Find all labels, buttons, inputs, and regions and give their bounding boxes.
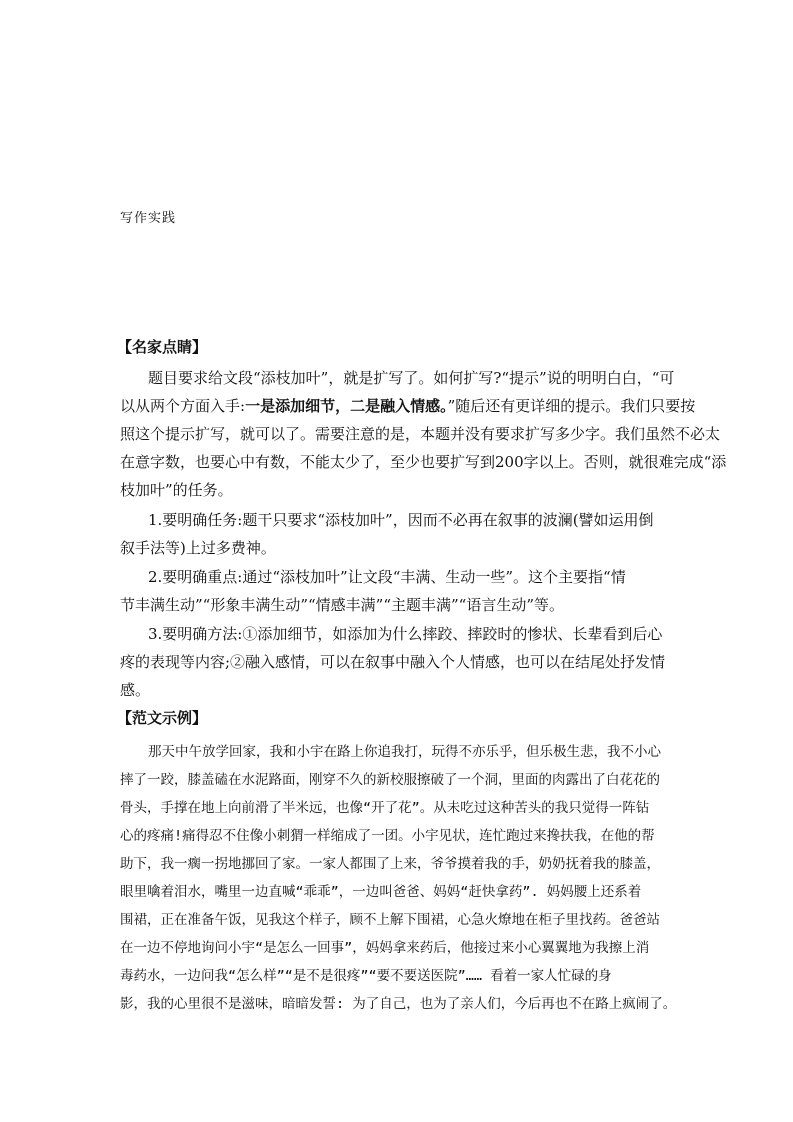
essay-line: 心的疼痛!痛得忍不住像小刺猬一样缩成了一团。小宇见状，连忙跑过来搀扶我，在他的帮 bbox=[120, 828, 655, 844]
famous-comment-title: 【名家点睛】 bbox=[117, 338, 208, 356]
essay-line: 助下，我一瘸一拐地挪回了家。一家人都围了上来，爷爷摸着我的手，奶奶抚着我的膝盖， bbox=[120, 856, 660, 872]
paragraph-line: 照这个提示扩写，就可以了。需要注意的是，本题并没有要求扩写多少字。我们虽然不必太 bbox=[120, 425, 721, 443]
essay-line: 骨头，手撑在地上向前滑了半米远，也像“开了花”。从未吃过这种苦头的我只觉得一阵钻 bbox=[120, 800, 650, 816]
bold-text-run: 一是添加细节，二是融入情感。 bbox=[245, 397, 448, 415]
essay-line: 围裙，正在准备午饭，见我这个样子，顾不上解下围裙，心急火燎地在柜子里找药。爸爸站 bbox=[120, 912, 660, 928]
paragraph-line bbox=[120, 392, 695, 420]
text-run: ”随后还有更详细的提示。我们只要按 bbox=[447, 397, 696, 415]
sample-essay-body bbox=[120, 738, 680, 1018]
essay-line: 在一边不停地询问小宇“是怎么一回事”，妈妈拿来药后，他接过来小心翼翼地为我擦上消 bbox=[120, 940, 650, 956]
essay-line: 摔了一跤，膝盖磕在水泥路面，刚穿不久的新校服擦破了一个洞，里面的肉露出了白花花的 bbox=[120, 772, 660, 788]
list-item-line: 感。 bbox=[120, 681, 151, 699]
sample-essay-title: 【范文示例】 bbox=[117, 709, 208, 727]
essay-line: 影，我的心里很不是滋味，暗暗发誓: 为了自己，也为了亲人们，今后再也不在路上疯闹了。 bbox=[120, 996, 677, 1012]
list-item-line: 3.要明确方法:①添加细节，如添加为什么摔跤、摔跤时的惨状、长辈看到后心 bbox=[148, 625, 663, 643]
list-item-line: 节丰满生动”“形象丰满生动”“情感丰满”“主题丰满”“语言生动”等。 bbox=[120, 596, 565, 614]
list-item-line: 叙手法等)上过多费神。 bbox=[120, 539, 276, 557]
essay-line: 那天中午放学回家，我和小宇在路上你追我打，玩得不亦乐乎，但乐极生悲，我不小心 bbox=[148, 744, 661, 760]
section-heading: 写作实践 bbox=[120, 211, 177, 226]
essay-line: 眼里噙着泪水，嘴里一边直喊“乖乖”，一边叫爸爸、妈妈“赶快拿药”. 妈妈腰上还系着 bbox=[120, 884, 642, 900]
paragraph-line: 在意字数，也要心中有数，不能太少了，至少也要扩写到200字以上。否则，就很难完成“添 bbox=[120, 453, 727, 471]
paragraph-line: 题目要求给文段“添枝加叶”，就是扩写了。如何扩写?“提示”说的明明白白，“可 bbox=[148, 369, 675, 387]
list-item-line: 1.要明确任务:题干只要求“添枝加叶”，因而不必再在叙事的波澜(譬如运用倒 bbox=[148, 511, 654, 529]
paragraph-line: 枝加叶”的任务。 bbox=[120, 481, 233, 499]
essay-line: 毒药水，一边问我“怎么样”“是不是很疼”“要不要送医院”…… 看着一家人忙碌的身 bbox=[120, 968, 612, 984]
list-item-line: 2.要明确重点:通过“添枝加叶”让文段“丰满、生动一些”。这个主要指“情 bbox=[148, 568, 626, 586]
text-run: 以从两个方面入手: bbox=[120, 397, 246, 415]
list-item-line: 疼的表现等内容;②融入感情，可以在叙事中融入个人情感，也可以在结尾处抒发情 bbox=[120, 653, 666, 671]
